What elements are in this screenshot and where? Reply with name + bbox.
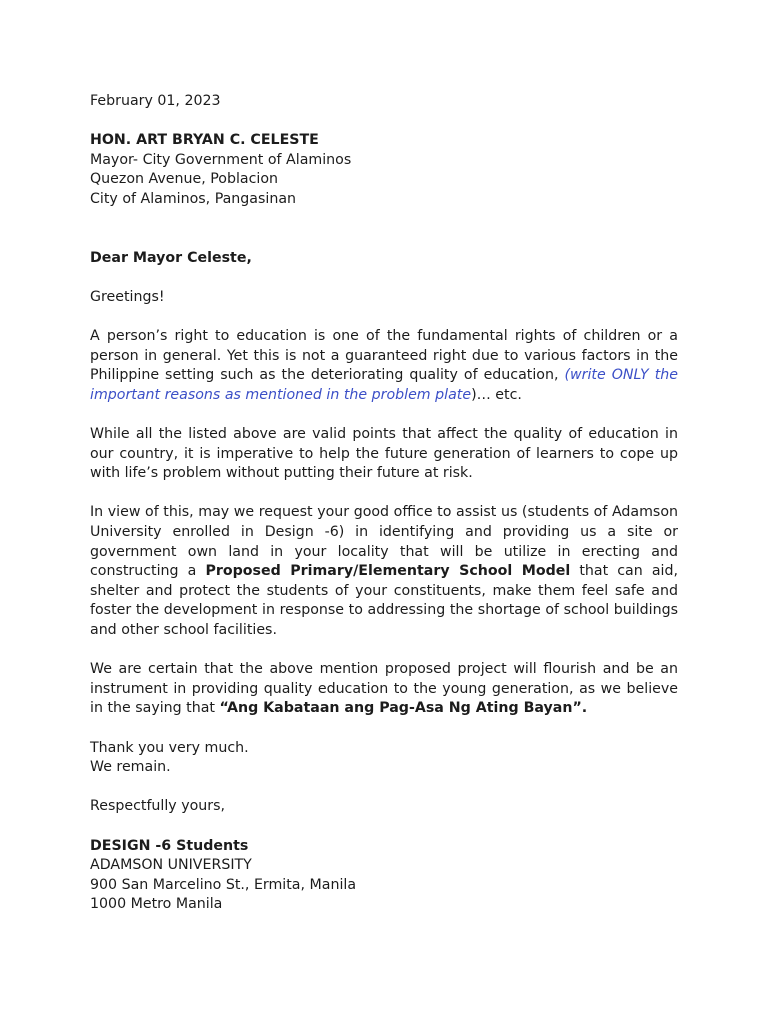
recipient-address-2: City of Alaminos, Pangasinan — [90, 190, 297, 207]
spacer — [90, 778, 678, 798]
letter-date: February 01, 2023 — [90, 93, 221, 109]
spacer — [90, 268, 678, 288]
sender-block — [90, 837, 678, 915]
spacer — [90, 112, 678, 132]
sender-address-2: 1000 Metro Manila — [90, 896, 223, 913]
instruction-note: (write ONLY the important reasons as mentioned in the problem plate — [90, 367, 678, 403]
spacer — [90, 210, 678, 230]
closing: Respectfully yours, — [90, 798, 226, 815]
recipient-address-1: Quezon Avenue, Poblacion — [90, 171, 279, 188]
recipient-block — [90, 131, 678, 209]
sender-org: ADAMSON UNIVERSITY — [90, 857, 252, 874]
paragraph-3-text: In view of this, may we request your good office to assist us (students of Adamson University enrolled in Design -6) in identifying and providing us a site or government own land in your locality that will be utilize in erecting and constructing a — [90, 504, 678, 580]
sender-name: DESIGN -6 Students — [90, 837, 249, 854]
greeting: Greetings! — [90, 288, 165, 305]
spacer — [90, 484, 678, 504]
spacer — [90, 817, 678, 837]
paragraph-4-text: We are certain that the above mention proposed project will flourish and be an instrument in providing quality education to the young generation, as we believe in the saying that — [90, 661, 678, 717]
thanks-line: Thank you very much. — [90, 739, 249, 756]
spacer — [90, 308, 678, 328]
paragraph-3 — [90, 503, 678, 640]
paragraph-1 — [90, 327, 678, 405]
paragraph-3-end: that can aid, shelter and protect the students of your constituents, make them feel safe and foster the development in response to addressing the shortage of school buildings and other school facilities. — [90, 563, 678, 639]
salutation: Dear Mayor Celeste, — [90, 249, 252, 266]
recipient-name: HON. ART BRYAN C. CELESTE — [90, 132, 319, 149]
paragraph-4 — [90, 660, 678, 719]
recipient-title: Mayor- City Government of Alaminos — [90, 151, 352, 168]
remain-line: We remain. — [90, 759, 171, 776]
sender-address-1: 900 San Marcelino St., Ermita, Manila — [90, 876, 357, 893]
spacer — [90, 641, 678, 661]
quoted-saying: “Ang Kabataan ang Pag-Asa Ng Ating Bayan”. — [219, 700, 588, 717]
paragraph-2: While all the listed above are valid points that affect the quality of education in our country, it is imperative to help the future generation of learners to cope up with life’s problem without putting their future at risk. — [90, 426, 678, 482]
project-title: Proposed Primary/Elementary School Model — [205, 563, 571, 580]
paragraph-1-text: A person’s right to education is one of the fundamental rights of children or a person in general. Yet this is not a guaranteed right due to various factors in the Philippine setting such as the deteriorating quality of education, — [90, 328, 678, 384]
paragraph-1-end: )… etc. — [471, 386, 522, 403]
spacer — [90, 719, 678, 739]
spacer — [90, 229, 678, 249]
spacer — [90, 406, 678, 426]
